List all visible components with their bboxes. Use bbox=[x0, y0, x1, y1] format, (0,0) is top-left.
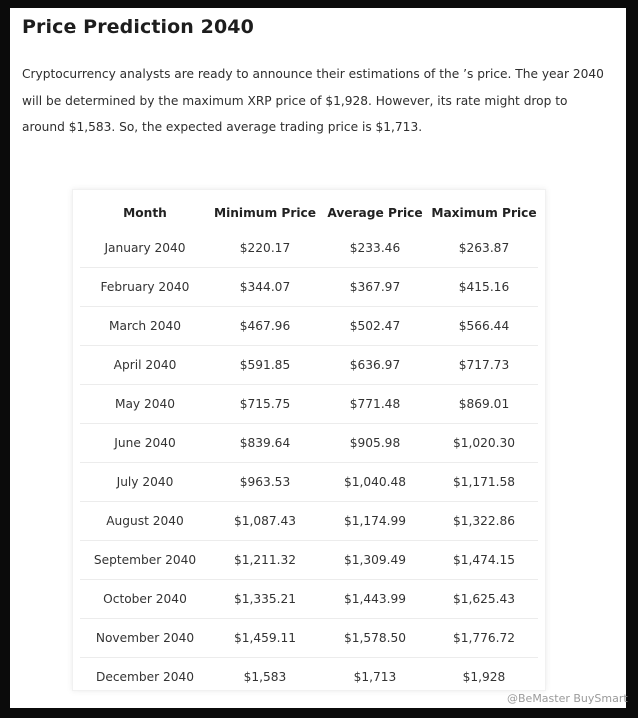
cell-min-price: $591.85 bbox=[210, 346, 320, 385]
table-row bbox=[80, 658, 538, 697]
header-average-price: Average Price bbox=[327, 205, 423, 220]
cell-month: September 2040 bbox=[80, 541, 210, 580]
cell-min-price: $1,583 bbox=[243, 670, 287, 684]
table-header-row bbox=[80, 196, 538, 229]
table-row bbox=[80, 502, 538, 541]
cell-min-price: $839.64 bbox=[210, 424, 320, 463]
cell-month: April 2040 bbox=[80, 346, 210, 385]
cell-month: July 2040 bbox=[80, 463, 210, 502]
section-heading: Price Prediction 2040 bbox=[22, 16, 254, 38]
cell-min-price: $1,087.43 bbox=[210, 502, 320, 541]
price-prediction-table bbox=[80, 196, 538, 696]
cell-avg-price: $1,040.48 bbox=[320, 463, 430, 502]
cell-max-price: $1,776.72 bbox=[430, 619, 538, 658]
header-month: Month bbox=[123, 205, 167, 220]
cell-max-price: $1,322.86 bbox=[430, 502, 538, 541]
cell-month: June 2040 bbox=[80, 424, 210, 463]
cell-min-price: $1,211.32 bbox=[210, 541, 320, 580]
cell-month: December 2040 bbox=[95, 670, 195, 684]
cell-month: March 2040 bbox=[80, 307, 210, 346]
table-row bbox=[80, 619, 538, 658]
cell-avg-price: $1,174.99 bbox=[320, 502, 430, 541]
cell-min-price: $220.17 bbox=[210, 229, 320, 268]
cell-max-price: $869.01 bbox=[430, 385, 538, 424]
cell-max-price: $1,928 bbox=[462, 670, 506, 684]
cell-avg-price: $1,309.49 bbox=[320, 541, 430, 580]
cell-max-price: $717.73 bbox=[430, 346, 538, 385]
cell-avg-price: $1,443.99 bbox=[320, 580, 430, 619]
cell-avg-price: $1,578.50 bbox=[320, 619, 430, 658]
table-row bbox=[80, 385, 538, 424]
cell-max-price: $415.16 bbox=[430, 268, 538, 307]
header-maximum-price: Maximum Price bbox=[431, 205, 537, 220]
table-row bbox=[80, 580, 538, 619]
cell-avg-price: $233.46 bbox=[320, 229, 430, 268]
table-row bbox=[80, 463, 538, 502]
cell-min-price: $1,459.11 bbox=[210, 619, 320, 658]
cell-max-price: $1,171.58 bbox=[430, 463, 538, 502]
cell-max-price: $263.87 bbox=[430, 229, 538, 268]
cell-min-price: $467.96 bbox=[210, 307, 320, 346]
table-row bbox=[80, 424, 538, 463]
cell-min-price: $1,335.21 bbox=[210, 580, 320, 619]
cell-min-price: $344.07 bbox=[210, 268, 320, 307]
table-row bbox=[80, 307, 538, 346]
header-minimum-price: Minimum Price bbox=[213, 205, 317, 220]
cell-max-price: $1,625.43 bbox=[430, 580, 538, 619]
watermark-text: @BeMaster BuySmart bbox=[507, 692, 628, 705]
article-page bbox=[10, 8, 626, 708]
cell-month: February 2040 bbox=[80, 268, 210, 307]
cell-avg-price: $771.48 bbox=[320, 385, 430, 424]
cell-max-price: $1,474.15 bbox=[430, 541, 538, 580]
cell-avg-price: $636.97 bbox=[320, 346, 430, 385]
intro-paragraph: Cryptocurrency analysts are ready to announce their estimations of the ’s price. The year 2040 will be determined by the maximum XRP price of $1,928. However, its rate might drop to around $1,583. So, the expected average trading price is $1,713. bbox=[22, 67, 604, 134]
table-row bbox=[80, 268, 538, 307]
cell-min-price: $963.53 bbox=[210, 463, 320, 502]
cell-max-price: $1,020.30 bbox=[430, 424, 538, 463]
cell-avg-price: $905.98 bbox=[320, 424, 430, 463]
cell-avg-price: $502.47 bbox=[320, 307, 430, 346]
cell-min-price: $715.75 bbox=[210, 385, 320, 424]
table-row bbox=[80, 541, 538, 580]
cell-avg-price: $1,713 bbox=[353, 670, 397, 684]
cell-month: May 2040 bbox=[80, 385, 210, 424]
cell-month: October 2040 bbox=[80, 580, 210, 619]
cell-month: November 2040 bbox=[80, 619, 210, 658]
cell-month: August 2040 bbox=[80, 502, 210, 541]
table-row bbox=[80, 346, 538, 385]
cell-avg-price: $367.97 bbox=[320, 268, 430, 307]
price-table-card bbox=[72, 189, 546, 691]
cell-month: January 2040 bbox=[80, 229, 210, 268]
cell-max-price: $566.44 bbox=[430, 307, 538, 346]
table-row bbox=[80, 229, 538, 268]
